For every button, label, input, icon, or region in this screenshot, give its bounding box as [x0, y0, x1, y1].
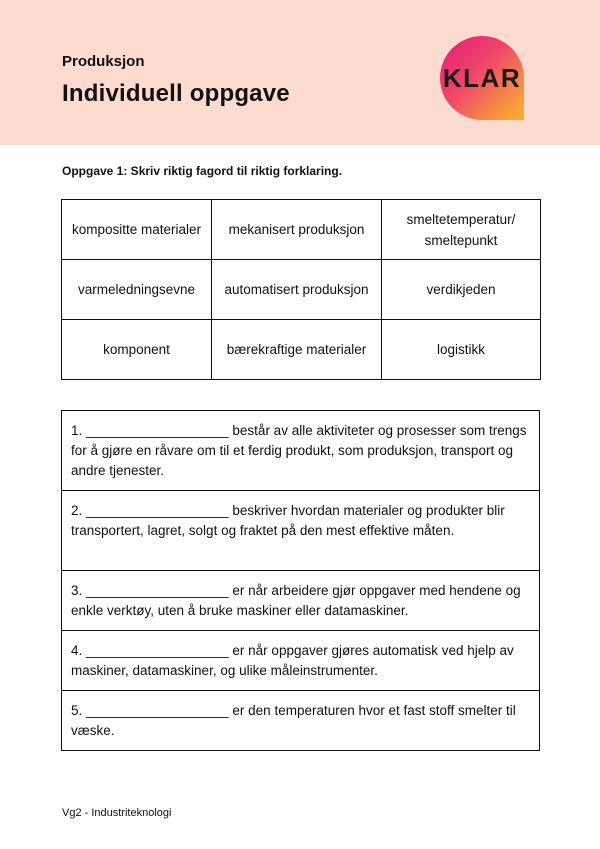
terms-row [62, 260, 541, 320]
logo-text: KLAR [442, 62, 522, 93]
statement-item: 5. ___________________ er den temperaturen hvor et fast stoff smelter til væske. [71, 703, 516, 738]
statement-item: 3. ___________________ er når arbeidere gjør oppgaver med hendene og enkle verktøy, uten å bruke maskiner eller datamaskiner. [62, 571, 539, 631]
statement-item: 2. ___________________ beskriver hvordan materialer og produkter blir transportert, lagret, solgt og fraktet på den mest effektive måten. [62, 491, 539, 571]
subject-label: Produksjon [62, 53, 145, 70]
footer-text: Vg2 - Industriteknologi [62, 807, 172, 819]
term-cell: komponent [62, 320, 212, 380]
term-cell: bærekraftige materialer [212, 320, 382, 380]
statement-item: 4. ___________________ er når oppgaver gjøres automatisk ved hjelp av maskiner, datamaskiner, og ulike måleinstrumenter. [62, 631, 539, 691]
terms-table [61, 199, 541, 380]
statements-list [61, 410, 540, 751]
header-banner [0, 0, 600, 145]
term-cell: kompositte materialer [62, 200, 212, 260]
page-title: Individuell oppgave [62, 80, 290, 107]
klar-logo [440, 36, 524, 120]
terms-row [62, 200, 541, 260]
term-cell: varmeledningsevne [62, 260, 212, 320]
term-cell: automatisert produksjon [212, 260, 382, 320]
terms-row [62, 320, 541, 380]
task-instruction: Oppgave 1: Skriv riktig fagord til riktig forklaring. [62, 164, 343, 178]
term-cell: logistikk [382, 320, 541, 380]
statement-item: 1. ___________________ består av alle aktiviteter og prosesser som trengs for å gjøre en råvare om til et ferdig produkt, som produksjon, transport og andre tjenester. [62, 411, 539, 491]
term-cell: mekanisert produksjon [212, 200, 382, 260]
term-cell: smeltetemperatur/ smeltepunkt [382, 200, 541, 260]
term-cell: verdikjeden [382, 260, 541, 320]
